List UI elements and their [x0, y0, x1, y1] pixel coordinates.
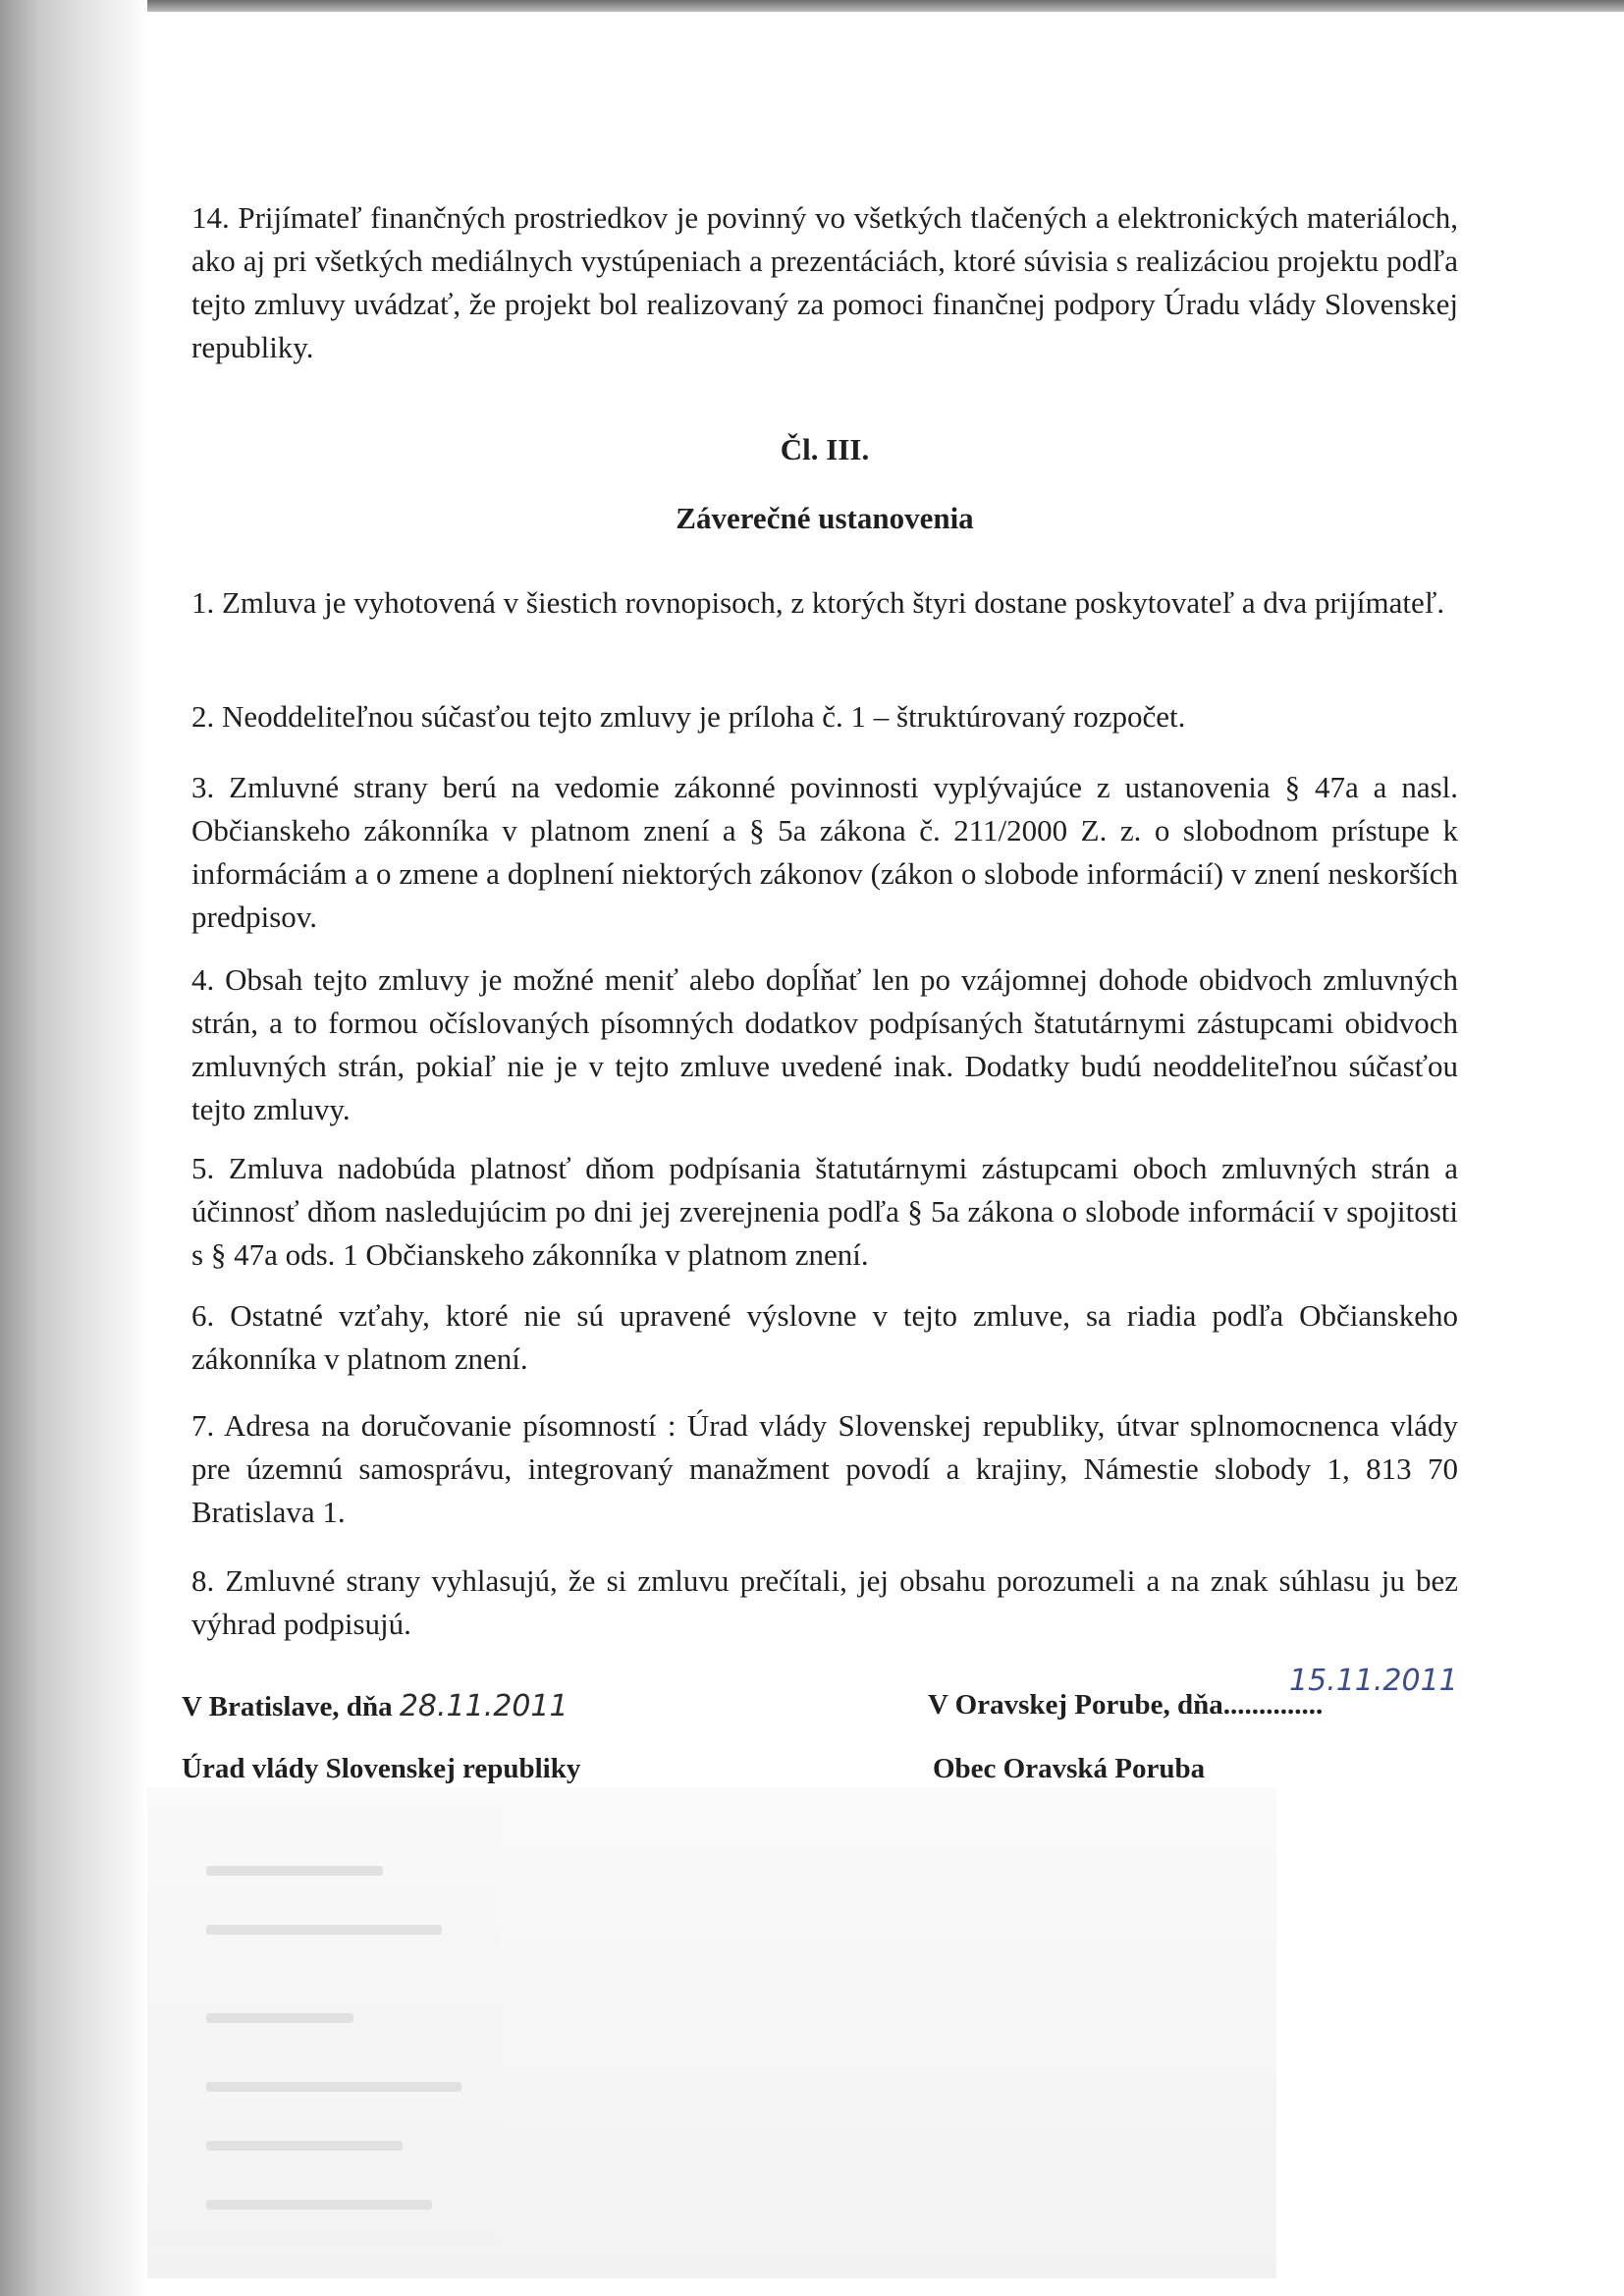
- paragraph-number: 6.: [191, 1298, 215, 1333]
- paragraph-number: 14.: [191, 200, 230, 235]
- paragraph-number: 7.: [191, 1408, 215, 1443]
- paragraph-text: Prijímateľ finančných prostriedkov je povinný vo všetkých tlačených a elektronických materiáloch, ako aj pri všetkých mediálnych vystúpeniach a prezentáciách, ktoré súvisia s realizáciou projektu podľa tejto zmluvy uvádzať, že projekt bol realizovaný za pomoci finančnej podpory Úradu vlády Slovenskej republiky.: [191, 200, 1458, 364]
- date-dots: ..............: [1222, 1689, 1324, 1721]
- signature-right-party: Obec Oravská Poruba: [933, 1753, 1206, 1784]
- signature-left-party: Úrad vlády Slovenskej republiky: [182, 1753, 581, 1784]
- paragraph-5: [191, 1147, 1458, 1277]
- paragraph-1: [191, 581, 1458, 625]
- paragraph-number: 3.: [191, 770, 215, 804]
- handwritten-date-left: 28.11.2011: [399, 1689, 568, 1723]
- paragraph-2: [191, 695, 1458, 738]
- article-subtitle: Záverečné ustanovenia: [676, 501, 974, 535]
- paragraph-6: [191, 1294, 1458, 1381]
- paragraph-text: Zmluvné strany vyhlasujú, že si zmluvu prečítali, jej obsahu porozumeli a na znak súhlasu ju bez výhrad podpisujú.: [191, 1563, 1459, 1641]
- handwritten-date-right: 15.11.2011: [1289, 1664, 1458, 1698]
- paragraph-number: 4.: [191, 962, 215, 997]
- paragraph-3: [191, 766, 1458, 939]
- paragraph-text: Zmluvné strany berú na vedomie zákonné povinnosti vyplývajúce z ustanovenia § 47a a nasl. Občianskeho zákonníka v platnom znení a § 5a zákona č. 211/2000 Z. z. o slobodnom prístupe k informáciám a o zmene a doplnení niektorých zákonov (zákon o slobode informácií) v znení neskorších predpisov.: [191, 770, 1459, 934]
- paragraph-text: Neoddeliteľnou súčasťou tejto zmluvy je príloha č. 1 – štruktúrovaný rozpočet.: [222, 699, 1186, 734]
- paragraph-number: 8.: [191, 1563, 215, 1598]
- scan-top-edge: [0, 0, 1624, 12]
- paragraph-text: Adresa na doručovanie písomností : Úrad vlády Slovenskej republiky, útvar splnomocnenca vlády pre územnú samosprávu, integrovaný manažment povodí a krajiny, Námestie slobody 1, 813 70 Bratislava 1.: [191, 1408, 1458, 1529]
- paragraph-4: [191, 958, 1458, 1131]
- paragraph-text: Ostatné vzťahy, ktoré nie sú upravené výslovne v tejto zmluve, sa riadia podľa Občianskeho zákonníka v platnom znení.: [191, 1298, 1458, 1376]
- place-label: V Bratislave, dňa: [182, 1691, 393, 1722]
- paragraph-number: 1.: [191, 585, 215, 620]
- paragraph-text: Zmluva je vyhotovená v šiestich rovnopisoch, z ktorých štyri dostane poskytovateľ a dva prijímateľ.: [222, 585, 1445, 620]
- paragraph-text: Obsah tejto zmluvy je možné meniť alebo dopĺňať len po vzájomnej dohode obidvoch zmluvných strán, a to formou očíslovaných písomných dodatkov podpísaných štatutárnymi zástupcami obidvoch zmluvných strán, pokiaľ nie je v tejto zmluve uvedené inak. Dodatky budú neoddeliteľnou súčasťou tejto zmluvy.: [191, 962, 1459, 1126]
- paragraph-number: 2.: [191, 699, 215, 734]
- paragraph-14: [191, 196, 1458, 369]
- scan-left-shadow: [0, 0, 147, 2296]
- paragraph-7: [191, 1404, 1458, 1534]
- article-title: Čl. III.: [780, 432, 870, 466]
- place-label: V Oravskej Porube, dňa: [928, 1689, 1223, 1721]
- signature-right-place: [928, 1664, 1458, 1722]
- signature-left-place: [182, 1689, 568, 1723]
- paragraph-8: [191, 1559, 1458, 1646]
- bleed-through-area: [147, 1787, 1276, 2278]
- paragraph-text: Zmluva nadobúda platnosť dňom podpísania štatutárnymi zástupcami oboch zmluvných strán a účinnosť dňom nasledujúcim po dni jej zverejnenia podľa § 5a zákona o slobode informácií v spojitosti s § 47a ods. 1 Občianskeho zákonníka v platnom znení.: [191, 1151, 1458, 1272]
- paragraph-number: 5.: [191, 1151, 215, 1185]
